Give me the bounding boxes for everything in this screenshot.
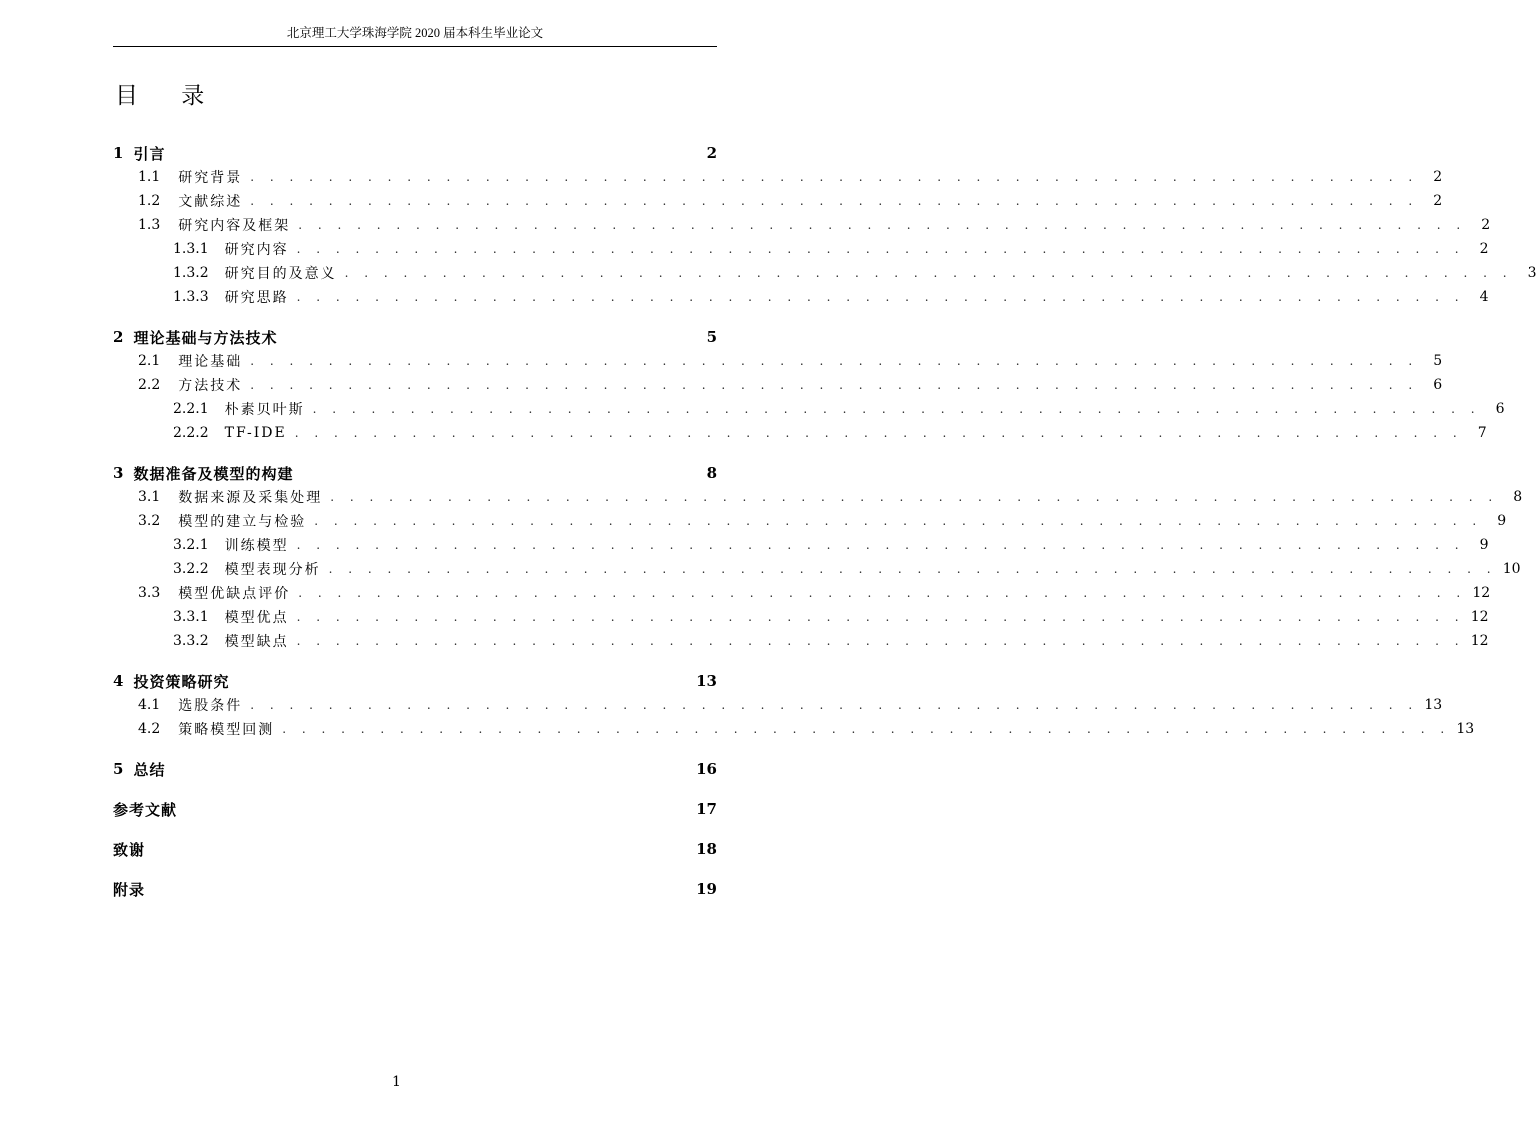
- toc-entry-page: 18: [696, 840, 717, 858]
- toc-entry[interactable]: [113, 717, 1475, 741]
- toc-entry-title: 总结: [133, 760, 166, 779]
- toc-entry-title: 模型的建立与检验: [178, 514, 307, 530]
- toc-entry-page: 5: [1433, 353, 1443, 369]
- toc-entry-page: 12: [1472, 585, 1491, 601]
- toc-entry[interactable]: [113, 509, 1507, 533]
- toc-dot-leader: . . . . . . . . . . . . . . . . . . . . . . . . . . . . . . . . . . . . . . . . . . . . . . . . . . . . . . . . . . . .: [282, 722, 1451, 736]
- toc-entry-title: 研究思路: [224, 290, 289, 306]
- toc-entry-page: 8: [706, 464, 717, 482]
- table-of-contents: [113, 141, 1537, 901]
- toc-entry-title: 朴素贝叶斯: [224, 402, 305, 418]
- toc-entry-number: 1.3.2: [173, 265, 209, 281]
- toc-entry[interactable]: [113, 261, 1537, 285]
- toc-entry-title: TF-IDE: [224, 425, 287, 441]
- toc-entry-number: 3: [113, 464, 124, 482]
- toc-entry-title: 数据来源及采集处理: [178, 490, 323, 506]
- toc-entry-page: 6: [1433, 377, 1443, 393]
- toc-entry-page: 6: [1495, 401, 1505, 417]
- toc-entry-number: 3.3: [138, 585, 161, 601]
- toc-entry-page: 13: [696, 672, 717, 690]
- toc-entry-page: 3: [1527, 265, 1537, 281]
- toc-entry-title: 研究背景: [178, 170, 243, 186]
- toc-entry-number: 3.2.2: [173, 561, 209, 577]
- toc-entry-page: 2: [1433, 193, 1443, 209]
- toc-entry-number: 1.1: [138, 169, 161, 185]
- page-number: 1: [392, 1074, 401, 1090]
- toc-entry-page: 8: [1513, 489, 1523, 505]
- toc-entry-number: 3.3.2: [173, 633, 209, 649]
- toc-entry-title: 理论基础: [178, 354, 243, 370]
- toc-dot-leader: . . . . . . . . . . . . . . . . . . . . . . . . . . . . . . . . . . . . . . . . . . . . . . . . . . . . . . . . . . . .: [314, 514, 1483, 528]
- toc-dot-leader: . . . . . . . . . . . . . . . . . . . . . . . . . . . . . . . . . . . . . . . . . . . . . . . . . . . . . . . . . . . .: [250, 698, 1419, 712]
- toc-entry[interactable]: [113, 397, 1505, 421]
- toc-entry-number: 2.2.2: [173, 425, 209, 441]
- toc-entry-number: 5: [113, 760, 124, 778]
- toc-entry-page: 2: [1481, 217, 1491, 233]
- toc-dot-leader: . . . . . . . . . . . . . . . . . . . . . . . . . . . . . . . . . . . . . . . . . . . . . . . . . . . . . . . . . . . .: [298, 218, 1467, 232]
- toc-entry[interactable]: [113, 693, 1443, 717]
- toc-entry-title: 研究内容及框架: [178, 218, 291, 234]
- toc-entry[interactable]: [113, 533, 1489, 557]
- toc-entry-title: 参考文献: [113, 800, 178, 819]
- toc-entry-number: 3.3.1: [173, 609, 209, 625]
- toc-entry[interactable]: [113, 629, 1489, 653]
- toc-entry-title: 理论基础与方法技术: [133, 328, 278, 347]
- toc-entry-page: 13: [1424, 697, 1443, 713]
- toc-entry[interactable]: [113, 189, 1443, 213]
- toc-entry[interactable]: [113, 581, 1491, 605]
- toc-entry-page: 17: [696, 800, 717, 818]
- toc-entry-title: 研究内容: [224, 242, 289, 258]
- toc-entry-number: 1: [113, 144, 124, 162]
- toc-entry-number: 3.2: [138, 513, 161, 529]
- toc-entry-title: 策略模型回测: [178, 722, 275, 738]
- toc-entry[interactable]: [113, 757, 717, 781]
- toc-dot-leader: . . . . . . . . . . . . . . . . . . . . . . . . . . . . . . . . . . . . . . . . . . . . . . . . . . . . . . . . . . . .: [294, 426, 1463, 440]
- toc-entry-title: 模型优缺点评价: [178, 586, 291, 602]
- toc-entry[interactable]: [113, 165, 1443, 189]
- toc-dot-leader: . . . . . . . . . . . . . . . . . . . . . . . . . . . . . . . . . . . . . . . . . . . . . . . . . . . . . . . . . . . .: [298, 586, 1467, 600]
- toc-entry-title: 训练模型: [224, 538, 289, 554]
- toc-title: 目 录: [115, 83, 223, 109]
- toc-entry[interactable]: [113, 461, 717, 485]
- toc-entry[interactable]: [113, 373, 1443, 397]
- toc-entry-number: 1.3.3: [173, 289, 209, 305]
- toc-entry-title: 致谢: [113, 840, 146, 859]
- toc-entry-number: 2.1: [138, 353, 161, 369]
- toc-entry[interactable]: [113, 421, 1487, 445]
- toc-entry-title: 附录: [113, 880, 146, 899]
- toc-entry-title: 模型缺点: [224, 634, 289, 650]
- toc-entry-number: 2: [113, 328, 124, 346]
- toc-dot-leader: . . . . . . . . . . . . . . . . . . . . . . . . . . . . . . . . . . . . . . . . . . . . . . . . . . . . . . . . . . . .: [296, 242, 1465, 256]
- toc-entry-number: 4.1: [138, 697, 161, 713]
- toc-dot-leader: . . . . . . . . . . . . . . . . . . . . . . . . . . . . . . . . . . . . . . . . . . . . . . . . . . . . . . . . . . . .: [296, 538, 1465, 552]
- toc-entry-title: 模型表现分析: [224, 562, 321, 578]
- toc-entry-number: 4: [113, 672, 124, 690]
- toc-dot-leader: . . . . . . . . . . . . . . . . . . . . . . . . . . . . . . . . . . . . . . . . . . . . . . . . . . . . . . . . . . . .: [330, 490, 1499, 504]
- toc-entry-title: 引言: [133, 144, 166, 163]
- toc-entry-title: 模型优点: [224, 610, 289, 626]
- toc-dot-leader: . . . . . . . . . . . . . . . . . . . . . . . . . . . . . . . . . . . . . . . . . . . . . . . . . . . . . . . . . . . .: [312, 402, 1481, 416]
- toc-dot-leader: . . . . . . . . . . . . . . . . . . . . . . . . . . . . . . . . . . . . . . . . . . . . . . . . . . . . . . . . . . . .: [250, 194, 1419, 208]
- toc-entry-number: 3.1: [138, 489, 161, 505]
- toc-dot-leader: . . . . . . . . . . . . . . . . . . . . . . . . . . . . . . . . . . . . . . . . . . . . . . . . . . . . . . . . . . . .: [250, 354, 1419, 368]
- toc-entry-title: 投资策略研究: [133, 672, 230, 691]
- toc-dot-leader: . . . . . . . . . . . . . . . . . . . . . . . . . . . . . . . . . . . . . . . . . . . . . . . . . . . . . . . . . . . .: [296, 610, 1465, 624]
- toc-entry-page: 19: [696, 880, 717, 898]
- toc-dot-leader: . . . . . . . . . . . . . . . . . . . . . . . . . . . . . . . . . . . . . . . . . . . . . . . . . . . . . . . . . . . .: [250, 170, 1419, 184]
- toc-entry-page: 12: [1470, 633, 1489, 649]
- toc-entry-page: 7: [1477, 425, 1487, 441]
- toc-entry-page: 5: [706, 328, 717, 346]
- toc-entry-number: 1.3: [138, 217, 161, 233]
- toc-entry-page: 2: [1433, 169, 1443, 185]
- toc-dot-leader: . . . . . . . . . . . . . . . . . . . . . . . . . . . . . . . . . . . . . . . . . . . . . . . . . . . . . . . . . . . .: [296, 634, 1465, 648]
- toc-entry[interactable]: [113, 877, 717, 901]
- toc-entry-page: 4: [1479, 289, 1489, 305]
- toc-entry-number: 1.3.1: [173, 241, 209, 257]
- toc-entry-number: 3.2.1: [173, 537, 209, 553]
- toc-entry[interactable]: [113, 141, 717, 165]
- toc-entry-page: 2: [706, 144, 717, 162]
- toc-entry-title: 数据准备及模型的构建: [133, 464, 294, 483]
- toc-dot-leader: . . . . . . . . . . . . . . . . . . . . . . . . . . . . . . . . . . . . . . . . . . . . . . . . . . . . . . . . . . . .: [328, 562, 1497, 576]
- toc-entry[interactable]: [113, 285, 1489, 309]
- toc-entry[interactable]: [113, 669, 717, 693]
- toc-dot-leader: . . . . . . . . . . . . . . . . . . . . . . . . . . . . . . . . . . . . . . . . . . . . . . . . . . . . . . . . . . . .: [344, 266, 1513, 280]
- toc-entry-number: 2.2: [138, 377, 161, 393]
- toc-entry[interactable]: [113, 605, 1489, 629]
- toc-dot-leader: . . . . . . . . . . . . . . . . . . . . . . . . . . . . . . . . . . . . . . . . . . . . . . . . . . . . . . . . . . . .: [296, 290, 1465, 304]
- toc-entry-page: 2: [1479, 241, 1489, 257]
- toc-dot-leader: . . . . . . . . . . . . . . . . . . . . . . . . . . . . . . . . . . . . . . . . . . . . . . . . . . . . . . . . . . . .: [250, 378, 1419, 392]
- toc-entry-page: 12: [1470, 609, 1489, 625]
- toc-entry[interactable]: [113, 485, 1523, 509]
- toc-entry-number: 4.2: [138, 721, 161, 737]
- toc-entry[interactable]: [113, 213, 1491, 237]
- toc-entry-page: 9: [1497, 513, 1507, 529]
- toc-entry[interactable]: [113, 325, 717, 349]
- toc-entry-title: 研究目的及意义: [224, 266, 337, 282]
- toc-entry-page: 9: [1479, 537, 1489, 553]
- toc-entry[interactable]: [113, 557, 1521, 581]
- toc-entry-title: 文献综述: [178, 194, 243, 210]
- toc-entry[interactable]: [113, 349, 1443, 373]
- toc-entry[interactable]: [113, 797, 717, 821]
- toc-entry-title: 选股条件: [178, 698, 243, 714]
- toc-entry-page: 10: [1502, 561, 1521, 577]
- toc-entry[interactable]: [113, 237, 1489, 261]
- toc-entry[interactable]: [113, 837, 717, 861]
- page-header: 北京理工大学珠海学院 2020 届本科生毕业论文: [113, 22, 717, 47]
- toc-entry-page: 13: [1456, 721, 1475, 737]
- toc-entry-title: 方法技术: [178, 378, 243, 394]
- toc-entry-page: 16: [696, 760, 717, 778]
- toc-entry-number: 1.2: [138, 193, 161, 209]
- toc-entry-number: 2.2.1: [173, 401, 209, 417]
